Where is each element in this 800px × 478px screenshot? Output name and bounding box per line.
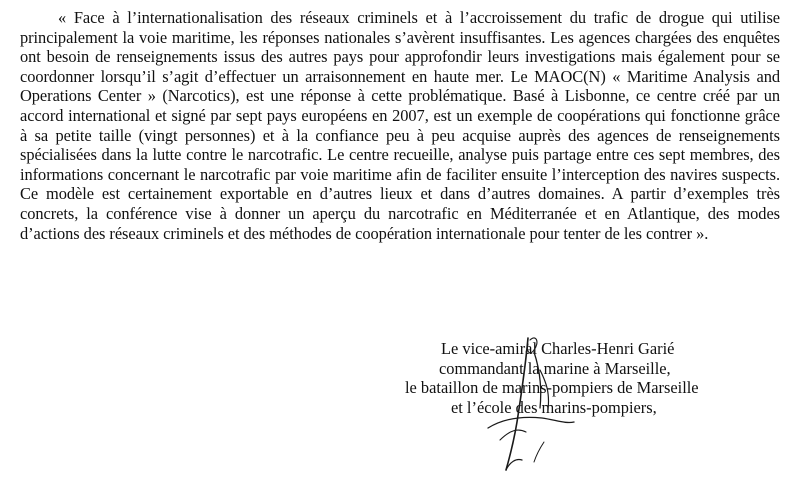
signatory-title-line-2: le bataillon de marins-pompiers de Marseille [405,378,699,398]
signatory-title-line-3: et l’école des marins-pompiers, [451,397,657,417]
signatory-name: Le vice-amiral Charles-Henri Garié [441,339,675,358]
signatory-title-line-1: commandant la marine à Marseille, [439,358,671,378]
body-paragraph: « Face à l’internationalisation des réseaux criminels et à l’accroissement du trafic de drogue qui utilise principalement la voie maritime, les réponses nationales s’avèrent insuffisantes. Les agences chargées des enquêtes ont besoin de renseignements issus des autres pays pour approfondir leurs investigations mais également pour se coordonner lorsqu’il s’agit d’effectuer un arraisonnement en haute mer. Le MAOC(N) « Maritime Analysis and Operations Center » (Narcotics), est une réponse à cette problématique. Basé à Lisbonne, ce centre créé par un accord international et signé par sept pays européens en 2007, est un exemple de coopérations qui fonctionne grâce à sa petite taille (vingt personnes) et à la confiance peu à peu acquise auprès des agences de renseignements spécialisées dans la lutte contre le narcotrafic. Le centre recueille, analyse puis partage entre ces sept membres, des informations concernant le narcotrafic par voie maritime afin de faciliter ensuite l’interception des navires suspects. Ce modèle est certainement exportable en d’autres lieux et dans d’autres domaines. A partir d’exemples très concrets, la conférence vise à donner un aperçu du narcotrafic en Méditerranée et en Atlantique, des modes d’actions des réseaux criminels et des méthodes de coopération internationale pour tenter de les contrer ». [20,8,780,243]
signature-block [405,339,735,417]
